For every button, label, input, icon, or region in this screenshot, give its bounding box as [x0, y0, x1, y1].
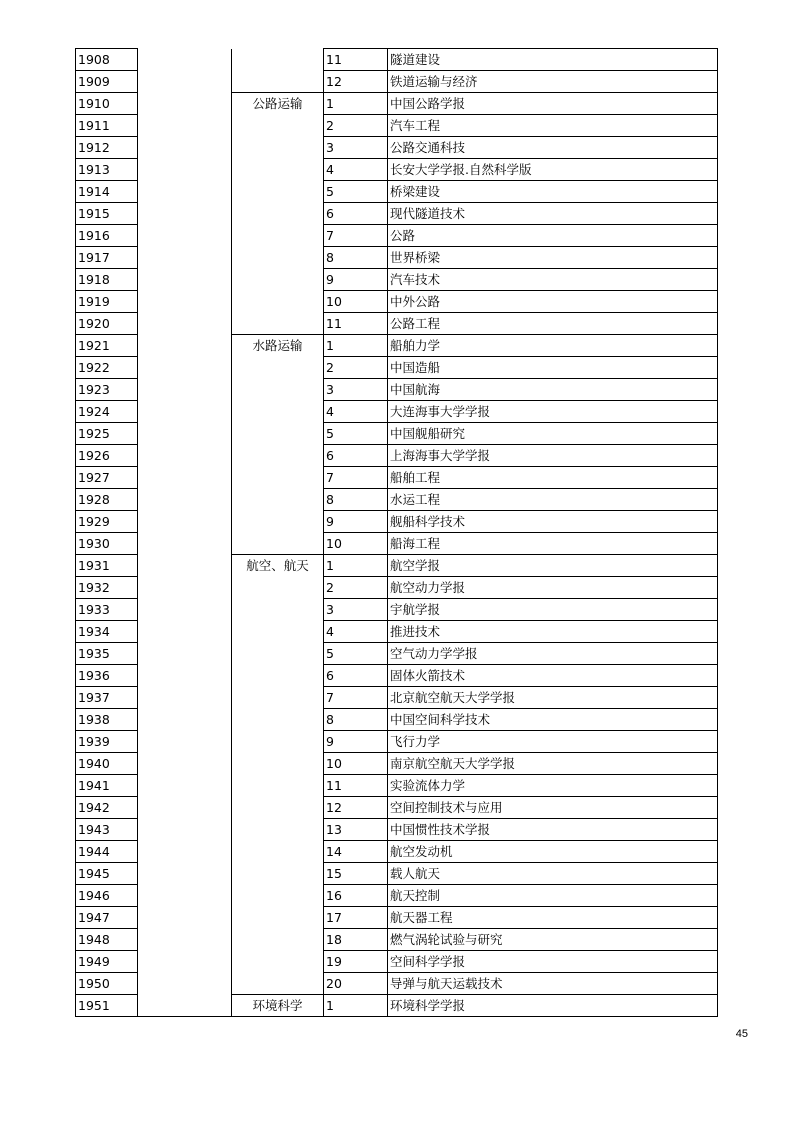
- table-row: [76, 291, 718, 313]
- sequence-number-cell: 5: [324, 423, 388, 445]
- table-row: [76, 841, 718, 863]
- sequence-number-cell: 6: [324, 665, 388, 687]
- category-cell: [232, 423, 324, 445]
- table-row: [76, 643, 718, 665]
- category-cell: [232, 49, 324, 71]
- row-id-cell: 1926: [76, 445, 138, 467]
- category-cell: 航空、航天: [232, 555, 324, 577]
- empty-cell: [138, 335, 232, 357]
- category-cell: [232, 775, 324, 797]
- table-row: [76, 731, 718, 753]
- journal-title-cell: 导弹与航天运载技术: [388, 973, 718, 995]
- row-id-cell: 1913: [76, 159, 138, 181]
- journal-title-cell: 水运工程: [388, 489, 718, 511]
- category-cell: [232, 731, 324, 753]
- journal-title-cell: 飞行力学: [388, 731, 718, 753]
- empty-cell: [138, 973, 232, 995]
- row-id-cell: 1942: [76, 797, 138, 819]
- sequence-number-cell: 18: [324, 929, 388, 951]
- empty-cell: [138, 797, 232, 819]
- journal-title-cell: 现代隧道技术: [388, 203, 718, 225]
- journal-title-cell: 推进技术: [388, 621, 718, 643]
- category-cell: [232, 973, 324, 995]
- journal-title-cell: 长安大学学报.自然科学版: [388, 159, 718, 181]
- row-id-cell: 1928: [76, 489, 138, 511]
- table-row: [76, 203, 718, 225]
- journal-title-cell: 铁道运输与经济: [388, 71, 718, 93]
- sequence-number-cell: 6: [324, 445, 388, 467]
- journal-title-cell: 航空发动机: [388, 841, 718, 863]
- empty-cell: [138, 291, 232, 313]
- sequence-number-cell: 5: [324, 643, 388, 665]
- sequence-number-cell: 2: [324, 357, 388, 379]
- category-cell: [232, 269, 324, 291]
- row-id-cell: 1920: [76, 313, 138, 335]
- sequence-number-cell: 15: [324, 863, 388, 885]
- empty-cell: [138, 93, 232, 115]
- table-row: [76, 511, 718, 533]
- category-cell: [232, 489, 324, 511]
- sequence-number-cell: 10: [324, 533, 388, 555]
- table-row: [76, 137, 718, 159]
- sequence-number-cell: 2: [324, 115, 388, 137]
- journal-title-cell: 南京航空航天大学学报: [388, 753, 718, 775]
- sequence-number-cell: 3: [324, 137, 388, 159]
- empty-cell: [138, 775, 232, 797]
- empty-cell: [138, 643, 232, 665]
- empty-cell: [138, 115, 232, 137]
- row-id-cell: 1930: [76, 533, 138, 555]
- empty-cell: [138, 247, 232, 269]
- empty-cell: [138, 863, 232, 885]
- journal-title-cell: 燃气涡轮试验与研究: [388, 929, 718, 951]
- row-id-cell: 1932: [76, 577, 138, 599]
- table-row: [76, 775, 718, 797]
- journal-title-cell: 航天器工程: [388, 907, 718, 929]
- table-row: [76, 379, 718, 401]
- sequence-number-cell: 7: [324, 687, 388, 709]
- journal-title-cell: 中外公路: [388, 291, 718, 313]
- journal-title-cell: 大连海事大学学报: [388, 401, 718, 423]
- journal-title-cell: 固体火箭技术: [388, 665, 718, 687]
- sequence-number-cell: 1: [324, 995, 388, 1017]
- category-cell: [232, 445, 324, 467]
- table-row: [76, 313, 718, 335]
- row-id-cell: 1933: [76, 599, 138, 621]
- category-cell: [232, 951, 324, 973]
- empty-cell: [138, 357, 232, 379]
- sequence-number-cell: 7: [324, 467, 388, 489]
- row-id-cell: 1923: [76, 379, 138, 401]
- table-row: [76, 709, 718, 731]
- table-row: [76, 885, 718, 907]
- journal-title-cell: 航空动力学报: [388, 577, 718, 599]
- table-row: [76, 687, 718, 709]
- sequence-number-cell: 17: [324, 907, 388, 929]
- sequence-number-cell: 7: [324, 225, 388, 247]
- sequence-number-cell: 19: [324, 951, 388, 973]
- category-cell: [232, 929, 324, 951]
- row-id-cell: 1950: [76, 973, 138, 995]
- empty-cell: [138, 951, 232, 973]
- category-cell: [232, 203, 324, 225]
- category-cell: [232, 181, 324, 203]
- table-row: [76, 797, 718, 819]
- empty-cell: [138, 225, 232, 247]
- row-id-cell: 1929: [76, 511, 138, 533]
- journal-title-cell: 中国公路学报: [388, 93, 718, 115]
- category-cell: [232, 533, 324, 555]
- journal-title-cell: 航天控制: [388, 885, 718, 907]
- empty-cell: [138, 49, 232, 71]
- journal-title-cell: 船海工程: [388, 533, 718, 555]
- journal-title-cell: 环境科学学报: [388, 995, 718, 1017]
- sequence-number-cell: 3: [324, 599, 388, 621]
- table-row: [76, 555, 718, 577]
- table-row: [76, 863, 718, 885]
- empty-cell: [138, 203, 232, 225]
- table-row: [76, 93, 718, 115]
- category-cell: [232, 291, 324, 313]
- table-row: [76, 665, 718, 687]
- row-id-cell: 1938: [76, 709, 138, 731]
- journal-table: [75, 48, 718, 1017]
- row-id-cell: 1918: [76, 269, 138, 291]
- category-cell: [232, 665, 324, 687]
- journal-title-cell: 中国舰船研究: [388, 423, 718, 445]
- category-cell: [232, 577, 324, 599]
- row-id-cell: 1931: [76, 555, 138, 577]
- empty-cell: [138, 489, 232, 511]
- row-id-cell: 1924: [76, 401, 138, 423]
- category-cell: [232, 709, 324, 731]
- journal-table-body: [76, 49, 718, 1017]
- row-id-cell: 1909: [76, 71, 138, 93]
- empty-cell: [138, 599, 232, 621]
- sequence-number-cell: 4: [324, 159, 388, 181]
- category-cell: [232, 885, 324, 907]
- journal-title-cell: 汽车工程: [388, 115, 718, 137]
- empty-cell: [138, 511, 232, 533]
- table-row: [76, 621, 718, 643]
- empty-cell: [138, 555, 232, 577]
- category-cell: [232, 137, 324, 159]
- sequence-number-cell: 9: [324, 511, 388, 533]
- sequence-number-cell: 9: [324, 731, 388, 753]
- table-row: [76, 995, 718, 1017]
- empty-cell: [138, 445, 232, 467]
- journal-title-cell: 空气动力学学报: [388, 643, 718, 665]
- empty-cell: [138, 819, 232, 841]
- journal-title-cell: 宇航学报: [388, 599, 718, 621]
- table-row: [76, 819, 718, 841]
- table-row: [76, 269, 718, 291]
- sequence-number-cell: 4: [324, 621, 388, 643]
- category-cell: [232, 863, 324, 885]
- row-id-cell: 1935: [76, 643, 138, 665]
- table-row: [76, 489, 718, 511]
- journal-title-cell: 公路工程: [388, 313, 718, 335]
- category-cell: [232, 797, 324, 819]
- journal-title-cell: 世界桥梁: [388, 247, 718, 269]
- journal-title-cell: 实验流体力学: [388, 775, 718, 797]
- sequence-number-cell: 20: [324, 973, 388, 995]
- empty-cell: [138, 841, 232, 863]
- row-id-cell: 1949: [76, 951, 138, 973]
- row-id-cell: 1936: [76, 665, 138, 687]
- row-id-cell: 1940: [76, 753, 138, 775]
- row-id-cell: 1911: [76, 115, 138, 137]
- page-number: 45: [735, 1028, 748, 1040]
- sequence-number-cell: 13: [324, 819, 388, 841]
- row-id-cell: 1934: [76, 621, 138, 643]
- category-cell: [232, 511, 324, 533]
- table-row: [76, 335, 718, 357]
- row-id-cell: 1925: [76, 423, 138, 445]
- category-cell: [232, 159, 324, 181]
- sequence-number-cell: 10: [324, 291, 388, 313]
- row-id-cell: 1948: [76, 929, 138, 951]
- category-cell: [232, 687, 324, 709]
- journal-title-cell: 桥梁建设: [388, 181, 718, 203]
- journal-title-cell: 北京航空航天大学学报: [388, 687, 718, 709]
- table-row: [76, 181, 718, 203]
- journal-title-cell: 载人航天: [388, 863, 718, 885]
- journal-title-cell: 中国空间科学技术: [388, 709, 718, 731]
- empty-cell: [138, 577, 232, 599]
- empty-cell: [138, 885, 232, 907]
- journal-title-cell: 船舶工程: [388, 467, 718, 489]
- empty-cell: [138, 467, 232, 489]
- category-cell: [232, 819, 324, 841]
- category-cell: [232, 379, 324, 401]
- table-row: [76, 467, 718, 489]
- category-cell: 水路运输: [232, 335, 324, 357]
- category-cell: [232, 621, 324, 643]
- row-id-cell: 1914: [76, 181, 138, 203]
- sequence-number-cell: 10: [324, 753, 388, 775]
- empty-cell: [138, 181, 232, 203]
- journal-title-cell: 上海海事大学学报: [388, 445, 718, 467]
- category-cell: [232, 247, 324, 269]
- empty-cell: [138, 379, 232, 401]
- row-id-cell: 1946: [76, 885, 138, 907]
- sequence-number-cell: 14: [324, 841, 388, 863]
- empty-cell: [138, 71, 232, 93]
- table-row: [76, 357, 718, 379]
- category-cell: [232, 907, 324, 929]
- table-row: [76, 907, 718, 929]
- journal-title-cell: 舰船科学技术: [388, 511, 718, 533]
- category-cell: [232, 225, 324, 247]
- journal-title-cell: 汽车技术: [388, 269, 718, 291]
- journal-title-cell: 中国造船: [388, 357, 718, 379]
- table-row: [76, 577, 718, 599]
- sequence-number-cell: 5: [324, 181, 388, 203]
- empty-cell: [138, 533, 232, 555]
- category-cell: [232, 467, 324, 489]
- empty-cell: [138, 159, 232, 181]
- sequence-number-cell: 11: [324, 49, 388, 71]
- row-id-cell: 1943: [76, 819, 138, 841]
- row-id-cell: 1908: [76, 49, 138, 71]
- empty-cell: [138, 665, 232, 687]
- empty-cell: [138, 709, 232, 731]
- row-id-cell: 1916: [76, 225, 138, 247]
- empty-cell: [138, 423, 232, 445]
- sequence-number-cell: 8: [324, 489, 388, 511]
- row-id-cell: 1937: [76, 687, 138, 709]
- category-cell: [232, 841, 324, 863]
- sequence-number-cell: 16: [324, 885, 388, 907]
- sequence-number-cell: 11: [324, 775, 388, 797]
- row-id-cell: 1917: [76, 247, 138, 269]
- row-id-cell: 1944: [76, 841, 138, 863]
- category-cell: 公路运输: [232, 93, 324, 115]
- row-id-cell: 1945: [76, 863, 138, 885]
- row-id-cell: 1922: [76, 357, 138, 379]
- row-id-cell: 1919: [76, 291, 138, 313]
- sequence-number-cell: 4: [324, 401, 388, 423]
- table-row: [76, 599, 718, 621]
- journal-title-cell: 空间科学学报: [388, 951, 718, 973]
- empty-cell: [138, 137, 232, 159]
- table-row: [76, 423, 718, 445]
- empty-cell: [138, 687, 232, 709]
- row-id-cell: 1912: [76, 137, 138, 159]
- sequence-number-cell: 11: [324, 313, 388, 335]
- sequence-number-cell: 8: [324, 247, 388, 269]
- table-row: [76, 115, 718, 137]
- journal-title-cell: 航空学报: [388, 555, 718, 577]
- table-row: [76, 247, 718, 269]
- table-row: [76, 401, 718, 423]
- table-row: [76, 159, 718, 181]
- sequence-number-cell: 12: [324, 797, 388, 819]
- table-row: [76, 225, 718, 247]
- sequence-number-cell: 8: [324, 709, 388, 731]
- empty-cell: [138, 753, 232, 775]
- journal-title-cell: 公路交通科技: [388, 137, 718, 159]
- table-row: [76, 445, 718, 467]
- category-cell: [232, 599, 324, 621]
- category-cell: [232, 753, 324, 775]
- category-cell: [232, 71, 324, 93]
- sequence-number-cell: 12: [324, 71, 388, 93]
- sequence-number-cell: 3: [324, 379, 388, 401]
- category-cell: [232, 401, 324, 423]
- empty-cell: [138, 401, 232, 423]
- journal-title-cell: 中国航海: [388, 379, 718, 401]
- journal-title-cell: 隧道建设: [388, 49, 718, 71]
- sequence-number-cell: 1: [324, 555, 388, 577]
- table-row: [76, 71, 718, 93]
- empty-cell: [138, 313, 232, 335]
- row-id-cell: 1947: [76, 907, 138, 929]
- table-row: [76, 929, 718, 951]
- empty-cell: [138, 621, 232, 643]
- journal-title-cell: 中国惯性技术学报: [388, 819, 718, 841]
- sequence-number-cell: 6: [324, 203, 388, 225]
- table-row: [76, 49, 718, 71]
- sequence-number-cell: 1: [324, 93, 388, 115]
- row-id-cell: 1951: [76, 995, 138, 1017]
- category-cell: [232, 357, 324, 379]
- row-id-cell: 1927: [76, 467, 138, 489]
- table-row: [76, 533, 718, 555]
- empty-cell: [138, 995, 232, 1017]
- sequence-number-cell: 9: [324, 269, 388, 291]
- journal-title-cell: 空间控制技术与应用: [388, 797, 718, 819]
- row-id-cell: 1921: [76, 335, 138, 357]
- sequence-number-cell: 2: [324, 577, 388, 599]
- table-row: [76, 753, 718, 775]
- table-row: [76, 973, 718, 995]
- category-cell: [232, 643, 324, 665]
- category-cell: [232, 115, 324, 137]
- journal-title-cell: 船舶力学: [388, 335, 718, 357]
- category-cell: 环境科学: [232, 995, 324, 1017]
- table-row: [76, 951, 718, 973]
- empty-cell: [138, 269, 232, 291]
- row-id-cell: 1939: [76, 731, 138, 753]
- empty-cell: [138, 929, 232, 951]
- journal-title-cell: 公路: [388, 225, 718, 247]
- category-cell: [232, 313, 324, 335]
- row-id-cell: 1941: [76, 775, 138, 797]
- empty-cell: [138, 731, 232, 753]
- sequence-number-cell: 1: [324, 335, 388, 357]
- row-id-cell: 1910: [76, 93, 138, 115]
- row-id-cell: 1915: [76, 203, 138, 225]
- empty-cell: [138, 907, 232, 929]
